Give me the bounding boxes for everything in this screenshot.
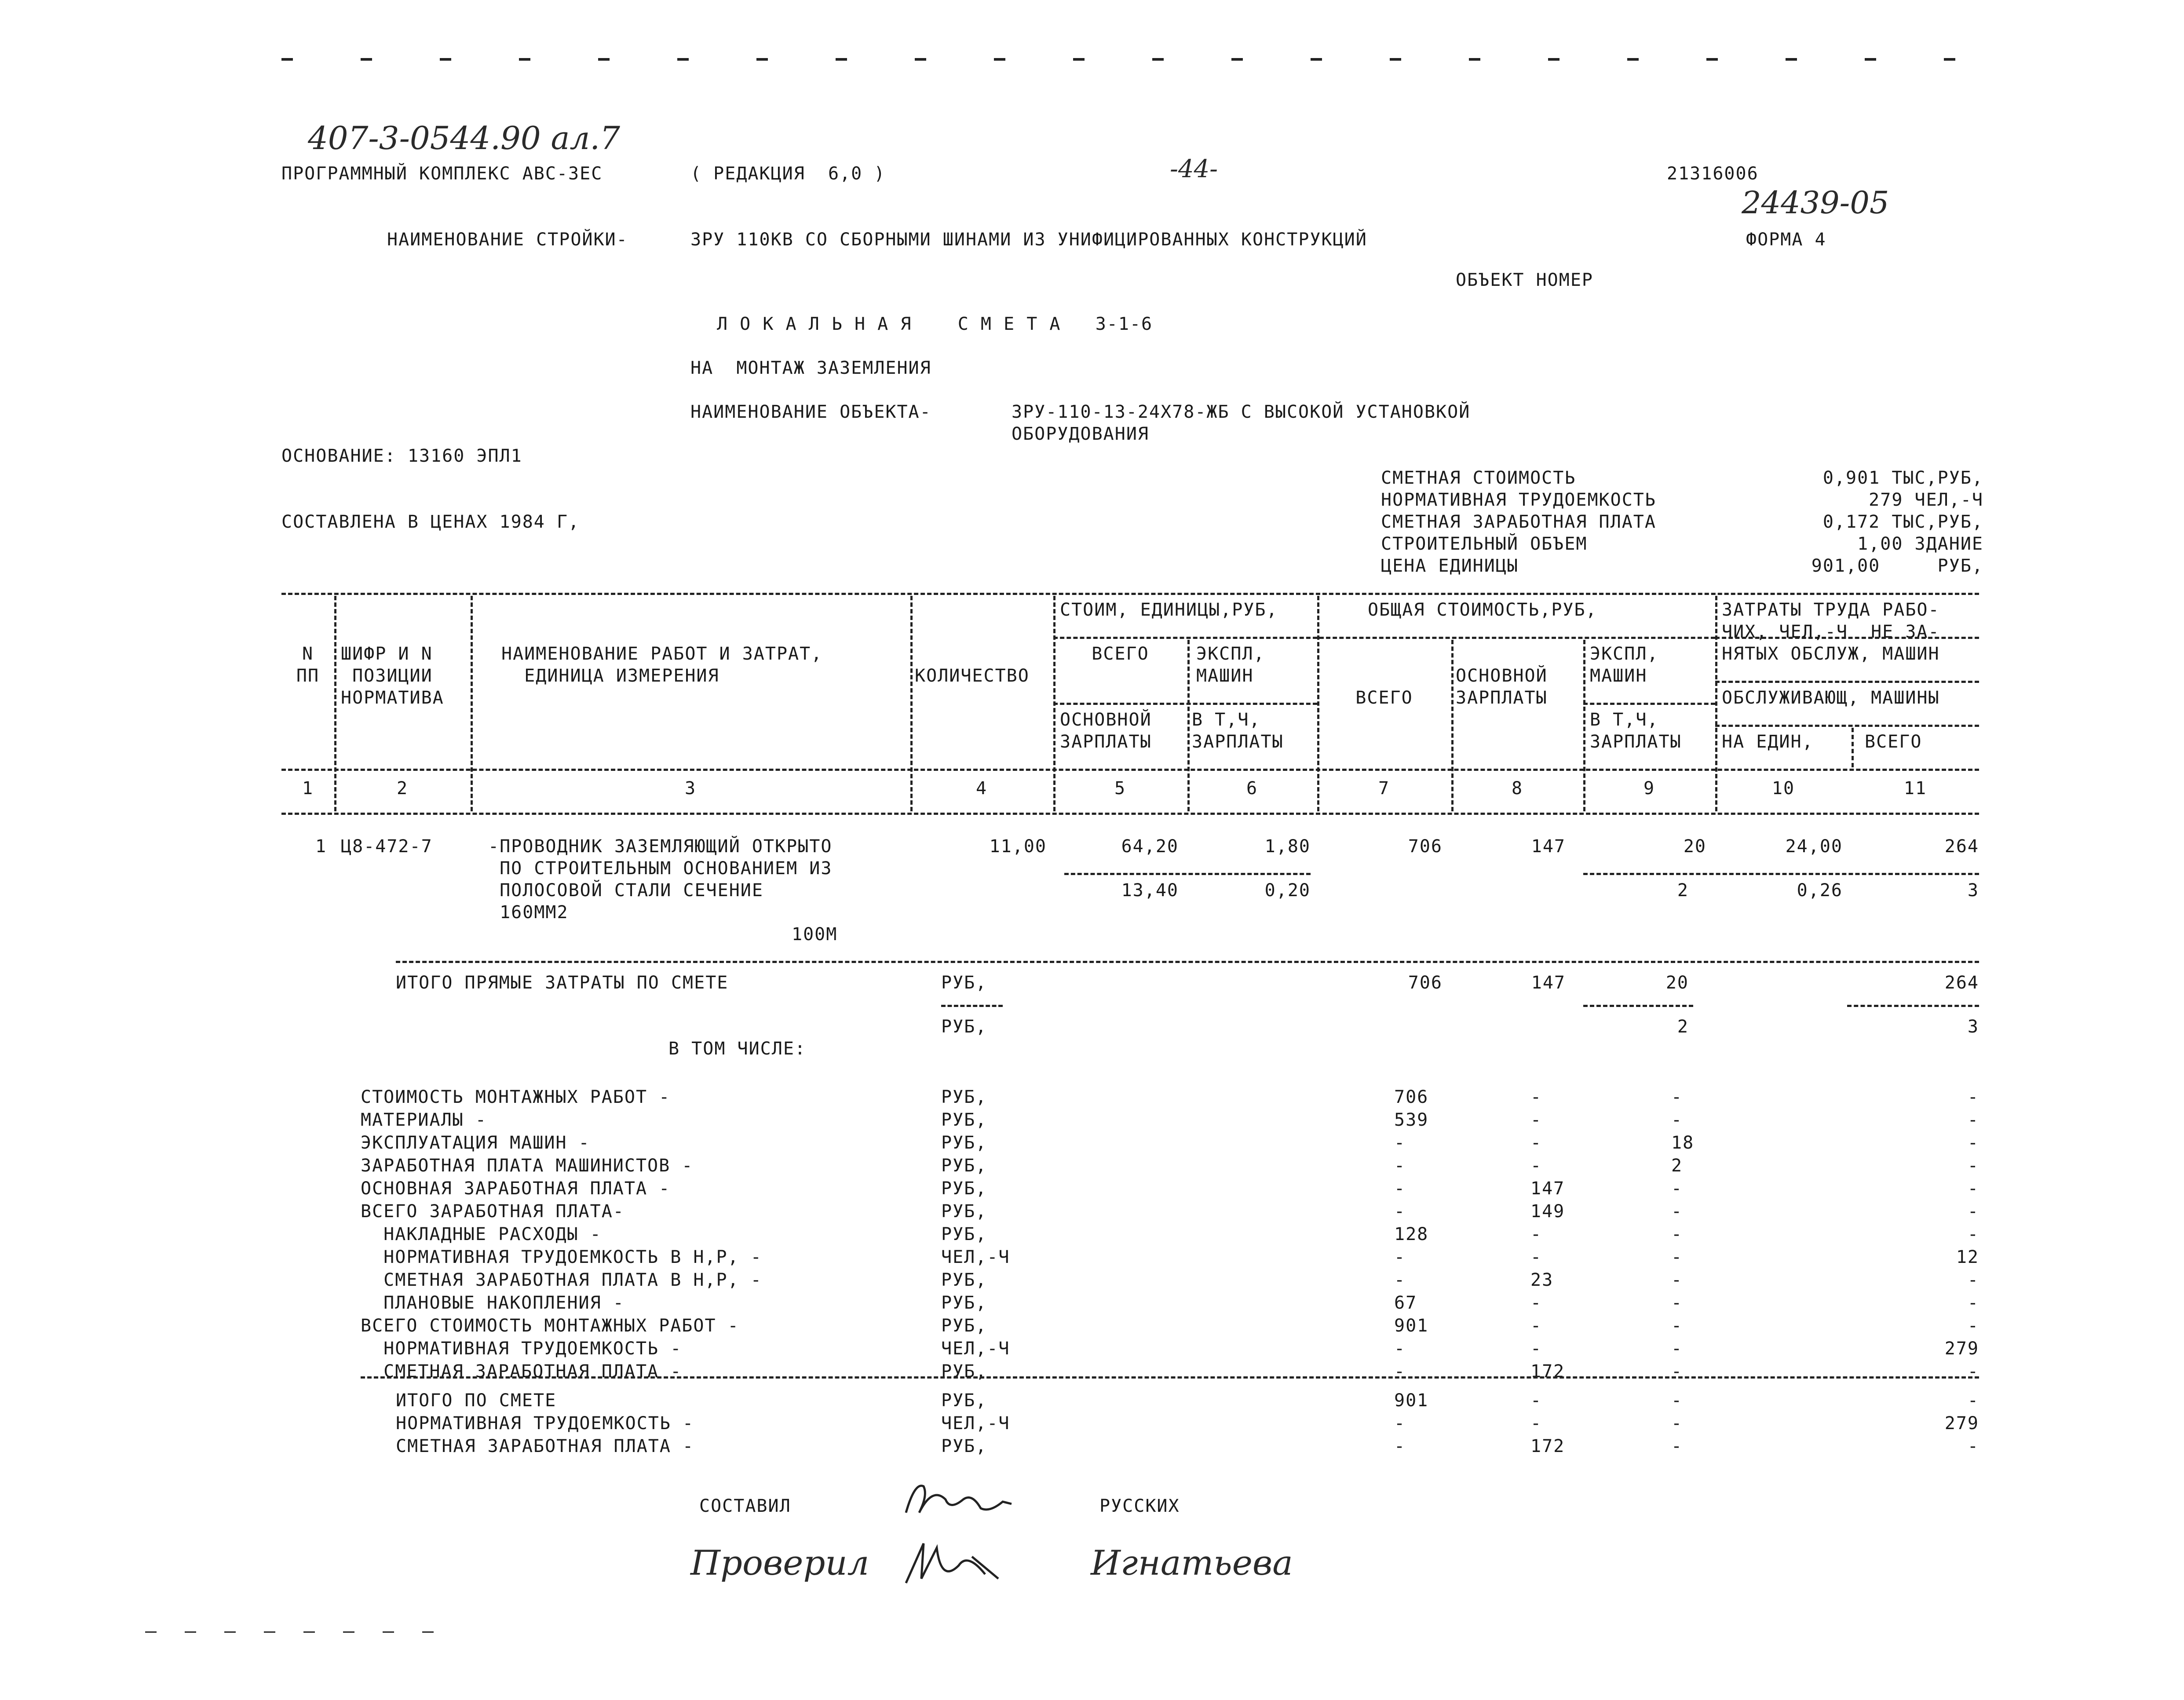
basis: ОСНОВАНИЕ: 13160 ЭПЛ1 (281, 446, 522, 466)
direct-costs-base-salary: 147 (1531, 973, 1566, 993)
summary-label: НОРМАТИВНАЯ ТРУДОЕМКОСТЬ (1381, 490, 1656, 510)
row-unit: ЧЕЛ,-Ч (941, 1413, 1010, 1434)
direct-costs-unit: РУБ, (941, 973, 987, 993)
dash-mark (677, 58, 689, 61)
column-number: 1 (302, 778, 314, 799)
row-unit: РУБ, (941, 1270, 987, 1290)
row-base-salary: - (1530, 1339, 1542, 1359)
item-base-salary: 147 (1531, 836, 1566, 857)
dash-mark (1944, 58, 1955, 61)
row-unit: РУБ, (941, 1133, 987, 1153)
row-label: СМЕТНАЯ ЗАРАБОТНАЯ ПЛАТА - (361, 1361, 682, 1382)
row-label: НОРМАТИВНАЯ ТРУДОЕМКОСТЬ - (361, 1339, 682, 1359)
dash-mark (1865, 58, 1876, 61)
column-number: 9 (1643, 778, 1655, 799)
row-base-salary: - (1530, 1110, 1542, 1130)
header-labor-group: ЗАТРАТЫ ТРУДА РАБО- ЧИХ, ЧЕЛ,-Ч НЕ ЗА- НЯТЫХ ОБСЛУЖ, МАШИН (1722, 600, 1940, 664)
item-quantity: 11,00 (989, 836, 1047, 857)
row-unit: РУБ, (941, 1436, 987, 1456)
header-total-all: ВСЕГО (1355, 688, 1413, 708)
item-number: 1 (315, 836, 327, 857)
column-number: 8 (1511, 778, 1523, 799)
row-machines: - (1671, 1293, 1683, 1313)
dash-mark (915, 58, 926, 61)
row-base-salary: - (1530, 1224, 1542, 1244)
row-unit: РУБ, (941, 1361, 987, 1382)
header-unit-total: ВСЕГО (1092, 644, 1149, 664)
row-label: НОРМАТИВНАЯ ТРУДОЕМКОСТЬ В Н,Р, - (361, 1247, 762, 1267)
direct-costs-labor: 264 (1944, 973, 1979, 993)
row-label: ЗАРАБОТНАЯ ПЛАТА МАШИНИСТОВ - (361, 1156, 694, 1176)
direct-costs-split-line-3 (1847, 1005, 1979, 1007)
row-machines: 2 (1671, 1156, 1683, 1176)
dash-mark (224, 1631, 236, 1633)
row-total: - (1394, 1413, 1406, 1434)
object-number: ОБЪЕКТ НОМЕР (1456, 270, 1593, 290)
row-unit: РУБ, (941, 1293, 987, 1313)
row-label: ИТОГО ПО СМЕТЕ (396, 1390, 557, 1411)
header-unit-machine-salary: В Т,Ч, ЗАРПЛАТЫ (1192, 710, 1284, 752)
dash-mark (343, 1631, 354, 1633)
construction-label: НАИМЕНОВАНИЕ СТРОЙКИ- (387, 230, 628, 250)
row-machines: - (1671, 1224, 1683, 1244)
row-unit: РУБ, (941, 1087, 987, 1107)
row-base-salary: - (1530, 1316, 1542, 1336)
header-total-machine-salary: В Т,Ч, ЗАРПЛАТЫ (1590, 710, 1682, 752)
row-labor: - (1967, 1201, 1979, 1222)
program-name: ПРОГРАММНЫЙ КОМПЛЕКС АВС-3ЕС (281, 164, 603, 184)
header-quantity: КОЛИЧЕСТВО (915, 666, 1030, 686)
row-machines: - (1671, 1110, 1683, 1130)
item-machines: 20 (1683, 836, 1706, 857)
row-labor: - (1967, 1390, 1979, 1411)
row-machines: - (1671, 1087, 1683, 1107)
row-unit: РУБ, (941, 1201, 987, 1222)
column-number: 6 (1246, 778, 1258, 799)
row-label: ЭКСПЛУАТАЦИЯ МАШИН - (361, 1133, 590, 1153)
row-total: 706 (1394, 1087, 1429, 1107)
dash-mark (1548, 58, 1559, 61)
item-unit-split-line (1064, 873, 1311, 875)
row-machines: - (1671, 1413, 1683, 1434)
dash-mark (1231, 58, 1243, 61)
row-base-salary: 172 (1530, 1361, 1565, 1382)
row-unit: РУБ, (941, 1224, 987, 1244)
table-top-border (281, 593, 1979, 595)
dash-mark (836, 58, 847, 61)
col-sep-5 (1187, 640, 1190, 811)
dash-mark (1152, 58, 1164, 61)
row-total: - (1394, 1436, 1406, 1456)
row-base-salary: - (1530, 1390, 1542, 1411)
dash-mark (185, 1631, 196, 1633)
header-code: ШИФР И N ПОЗИЦИИ НОРМАТИВА (341, 644, 444, 708)
header-unit-base-salary: ОСНОВНОЙ ЗАРПЛАТЫ (1060, 710, 1152, 752)
row-base-salary: 23 (1530, 1270, 1554, 1290)
row-unit: РУБ, (941, 1390, 987, 1411)
header-labor-per-unit: НА ЕДИН, (1722, 732, 1814, 752)
col-sep-2 (471, 596, 473, 811)
item-total: 706 (1408, 836, 1443, 857)
col-sep-4 (1053, 596, 1055, 811)
header-unit-machines: ЭКСПЛ, МАШИН (1196, 644, 1265, 686)
row-machines: - (1671, 1178, 1683, 1199)
row-total: - (1394, 1201, 1406, 1222)
row-unit: ЧЕЛ,-Ч (941, 1339, 1010, 1359)
row-total: 539 (1394, 1110, 1429, 1130)
document-code: 21316006 (1667, 164, 1759, 184)
group-789-line (1319, 637, 1715, 639)
row-base-salary: 147 (1530, 1178, 1565, 1199)
header-total-machines: ЭКСПЛ, МАШИН (1590, 644, 1659, 686)
dash-mark (994, 58, 1005, 61)
direct-costs-label: ИТОГО ПРЯМЫЕ ЗАТРАТЫ ПО СМЕТЕ (396, 973, 729, 993)
edition: ( РЕДАКЦИЯ 6,0 ) (690, 164, 886, 184)
summary-value: 279 ЧЕЛ,-Ч (1869, 490, 1983, 510)
column-number: 11 (1903, 778, 1927, 799)
dash-mark (145, 1631, 157, 1633)
row-base-salary: - (1530, 1247, 1542, 1267)
item-total-split-line (1583, 873, 1979, 875)
row-total: - (1394, 1133, 1406, 1153)
col-sep-8 (1583, 640, 1585, 811)
row-total: - (1394, 1339, 1406, 1359)
object-name-line2: ОБОРУДОВАНИЯ (1012, 424, 1149, 444)
group-9-mid-line (1583, 703, 1715, 705)
row-labor: 279 (1944, 1413, 1979, 1434)
item-machine-salary: 2 (1677, 880, 1689, 901)
dash-mark (440, 58, 451, 61)
row-machines: - (1671, 1201, 1683, 1222)
row-machines: - (1671, 1247, 1683, 1267)
header-npp: N ПП (296, 644, 320, 686)
dash-mark (519, 58, 530, 61)
row-labor: 12 (1956, 1247, 1979, 1267)
col-numbers-divider (281, 813, 1979, 815)
object-label: НАИМЕНОВАНИЕ ОБЪЕКТА- (690, 402, 931, 422)
form-number: ФОРМА 4 (1746, 230, 1826, 250)
row-labor: - (1967, 1133, 1979, 1153)
row-label: МАТЕРИАЛЫ - (361, 1110, 487, 1130)
row-labor: 279 (1944, 1339, 1979, 1359)
col-sep-3 (910, 596, 913, 811)
row-total: - (1394, 1247, 1406, 1267)
header-labor-service: ОБСЛУЖИВАЮЩ, МАШИНЫ (1722, 688, 1940, 708)
row-base-salary: - (1530, 1087, 1542, 1107)
checked-label: Проверил (690, 1543, 869, 1583)
group-1011-mid-line2 (1715, 725, 1979, 727)
group-56-line (1053, 637, 1317, 639)
dash-mark (1706, 58, 1718, 61)
item-labor-per-unit: 24,00 (1785, 836, 1843, 857)
item-labor-per-unit-machines: 0,26 (1797, 880, 1843, 901)
column-number: 7 (1378, 778, 1390, 799)
row-labor: - (1967, 1293, 1979, 1313)
item-unit-machine-salary: 0,20 (1264, 880, 1311, 901)
item-name: -ПРОВОДНИК ЗАЗЕМЛЯЮЩИЙ ОТКРЫТО ПО СТРОИТЕЛЬНЫМ ОСНОВАНИЕМ ИЗ ПОЛОСОВОЙ СТАЛИ СЕЧЕНИЕ 160ММ2 (488, 836, 833, 923)
dash-mark (383, 1631, 394, 1633)
summary-label: СМЕТНАЯ ЗАРАБОТНАЯ ПЛАТА (1381, 512, 1656, 532)
dash-mark (1390, 58, 1401, 61)
row-labor: - (1967, 1087, 1979, 1107)
direct-costs-machine-salary: 2 (1677, 1017, 1689, 1037)
row-unit: РУБ, (941, 1178, 987, 1199)
construction-name: ЗРУ 110КВ СО СБОРНЫМИ ШИНАМИ ИЗ УНИФИЦИРОВАННЫХ КОНСТРУКЦИЙ (690, 230, 1367, 250)
dash-mark (756, 58, 768, 61)
summary-value: 0,172 ТЫС,РУБ, (1822, 512, 1983, 532)
dash-mark (264, 1631, 275, 1633)
handwritten-page-number: -44- (1170, 155, 1218, 183)
row-labor: - (1967, 1361, 1979, 1382)
dash-mark (1627, 58, 1639, 61)
item-unit-machines: 1,80 (1264, 836, 1311, 857)
row-base-salary: - (1530, 1413, 1542, 1434)
summary-label: ЦЕНА ЕДИНИЦЫ (1381, 556, 1519, 576)
dash-mark (1073, 58, 1085, 61)
price-basis: СОСТАВЛЕНА В ЦЕНАХ 1984 Г, (281, 512, 580, 532)
dash-mark (1469, 58, 1480, 61)
row-machines: - (1671, 1339, 1683, 1359)
column-number: 2 (396, 778, 409, 799)
summary-value: 1,00 ЗДАНИЕ (1857, 534, 1983, 554)
dash-mark (361, 58, 372, 61)
row-base-salary: - (1530, 1293, 1542, 1313)
item-code: Ц8-472-7 (341, 836, 433, 857)
document-title: Л О К А Л Ь Н А Я С М Е Т А 3-1-6 (717, 314, 1153, 334)
direct-costs-labor-machines: 3 (1967, 1017, 1979, 1037)
header-unit-cost-group: СТОИМ, ЕДИНИЦЫ,РУБ, (1060, 600, 1278, 620)
dash-mark (422, 1631, 434, 1633)
checker-signature (897, 1535, 1012, 1594)
summary-label: СТРОИТЕЛЬНЫЙ ОБЪЕМ (1381, 534, 1588, 554)
row-labor: - (1967, 1316, 1979, 1336)
group-1011-mid-line (1715, 681, 1979, 683)
row-machines: - (1671, 1270, 1683, 1290)
col-sep-7 (1451, 640, 1454, 811)
row-machines: - (1671, 1361, 1683, 1382)
row-labor: - (1967, 1110, 1979, 1130)
row-label: ОСНОВНАЯ ЗАРАБОТНАЯ ПЛАТА - (361, 1178, 671, 1199)
row-label: НАКЛАДНЫЕ РАСХОДЫ - (361, 1224, 602, 1244)
row-total: 128 (1394, 1224, 1429, 1244)
col-sep-9 (1715, 596, 1717, 811)
row-label: СМЕТНАЯ ЗАРАБОТНАЯ ПЛАТА - (396, 1436, 694, 1456)
row-total: - (1394, 1156, 1406, 1176)
row-base-salary: - (1530, 1133, 1542, 1153)
dash-mark (598, 58, 610, 61)
object-name-line1: ЗРУ-110-13-24Х78-ЖБ С ВЫСОКОЙ УСТАНОВКОЙ (1012, 402, 1471, 422)
direct-costs-split-line-2 (1583, 1005, 1693, 1007)
compiler-signature (897, 1469, 1029, 1532)
direct-costs-split-line-1 (941, 1005, 1003, 1007)
row-labor: - (1967, 1436, 1979, 1456)
col-sep-1 (334, 596, 336, 811)
row-unit: РУБ, (941, 1156, 987, 1176)
row-total: 901 (1394, 1316, 1429, 1336)
row-label: ВСЕГО СТОИМОСТЬ МОНТАЖНЫХ РАБОТ - (361, 1316, 739, 1336)
header-total-base-salary: ОСНОВНОЙ ЗАРПЛАТЫ (1456, 666, 1548, 708)
row-machines: - (1671, 1436, 1683, 1456)
row-unit: ЧЕЛ,-Ч (941, 1247, 1010, 1267)
column-number: 3 (684, 778, 697, 799)
row-machines: - (1671, 1390, 1683, 1411)
row-unit: РУБ, (941, 1316, 987, 1336)
column-number: 4 (975, 778, 988, 799)
row-base-salary: 172 (1530, 1436, 1565, 1456)
header-divider (281, 769, 1979, 771)
header-work-name: НАИМЕНОВАНИЕ РАБОТ И ЗАТРАТ, ЕДИНИЦА ИЗМЕРЕНИЯ (501, 644, 823, 686)
header-labor-total: ВСЕГО (1865, 732, 1922, 752)
item-unit-total: 64,20 (1121, 836, 1179, 857)
row-total: 67 (1394, 1293, 1417, 1313)
dash-mark (1311, 58, 1322, 61)
summary-value: 901,00 РУБ, (1811, 556, 1983, 576)
row-unit: РУБ, (941, 1110, 987, 1130)
row-total: 901 (1394, 1390, 1429, 1411)
header-total-cost-group: ОБЩАЯ СТОИМОСТЬ,РУБ, (1368, 600, 1597, 620)
row-labor: - (1967, 1178, 1979, 1199)
row-label: НОРМАТИВНАЯ ТРУДОЕМКОСТЬ - (396, 1413, 694, 1434)
column-number: 5 (1114, 778, 1126, 799)
document-subtitle: НА МОНТАЖ ЗАЗЕМЛЕНИЯ (690, 358, 931, 378)
handwritten-code: 24439-05 (1742, 185, 1889, 221)
item-unit: 100М (792, 924, 838, 945)
compiled-name: РУССКИХ (1099, 1496, 1180, 1516)
row-base-salary: - (1530, 1156, 1542, 1176)
item-labor-total: 264 (1944, 836, 1979, 857)
row-total: - (1394, 1270, 1406, 1290)
row-labor: - (1967, 1156, 1979, 1176)
row-labor: - (1967, 1270, 1979, 1290)
group-56-mid-line (1053, 703, 1317, 705)
summary-value: 0,901 ТЫС,РУБ, (1822, 468, 1983, 488)
item-labor-total-machines: 3 (1967, 880, 1979, 901)
row-label: ПЛАНОВЫЕ НАКОПЛЕНИЯ - (361, 1293, 625, 1313)
dash-mark (1786, 58, 1797, 61)
dash-mark (303, 1631, 315, 1633)
row-label: ВСЕГО ЗАРАБОТНАЯ ПЛАТА- (361, 1201, 625, 1222)
including-label: В ТОМ ЧИСЛЕ: (668, 1039, 806, 1059)
compiled-label: СОСТАВИЛ (699, 1496, 791, 1516)
row-total: - (1394, 1361, 1406, 1382)
column-number: 10 (1771, 778, 1795, 799)
row-machines: 18 (1671, 1133, 1695, 1153)
row-base-salary: 149 (1530, 1201, 1565, 1222)
direct-costs-unit-2: РУБ, (941, 1017, 987, 1037)
item-bottom-line (396, 961, 1979, 963)
direct-costs-total: 706 (1408, 973, 1443, 993)
summary-label: СМЕТНАЯ СТОИМОСТЬ (1381, 468, 1576, 488)
totals-top-line (361, 1376, 1979, 1379)
row-label: СТОИМОСТЬ МОНТАЖНЫХ РАБОТ - (361, 1087, 671, 1107)
dash-mark (281, 58, 293, 61)
row-machines: - (1671, 1316, 1683, 1336)
handwritten-doc-code: 407-3-0544.90 ал.7 (308, 120, 620, 157)
checker-name: Игнатьева (1091, 1543, 1293, 1583)
row-labor: - (1967, 1224, 1979, 1244)
direct-costs-machines: 20 (1665, 973, 1689, 993)
row-total: - (1394, 1178, 1406, 1199)
item-unit-base-salary: 13,40 (1121, 880, 1179, 901)
col-sep-10 (1852, 728, 1854, 767)
row-label: СМЕТНАЯ ЗАРАБОТНАЯ ПЛАТА В Н,Р, - (361, 1270, 762, 1290)
